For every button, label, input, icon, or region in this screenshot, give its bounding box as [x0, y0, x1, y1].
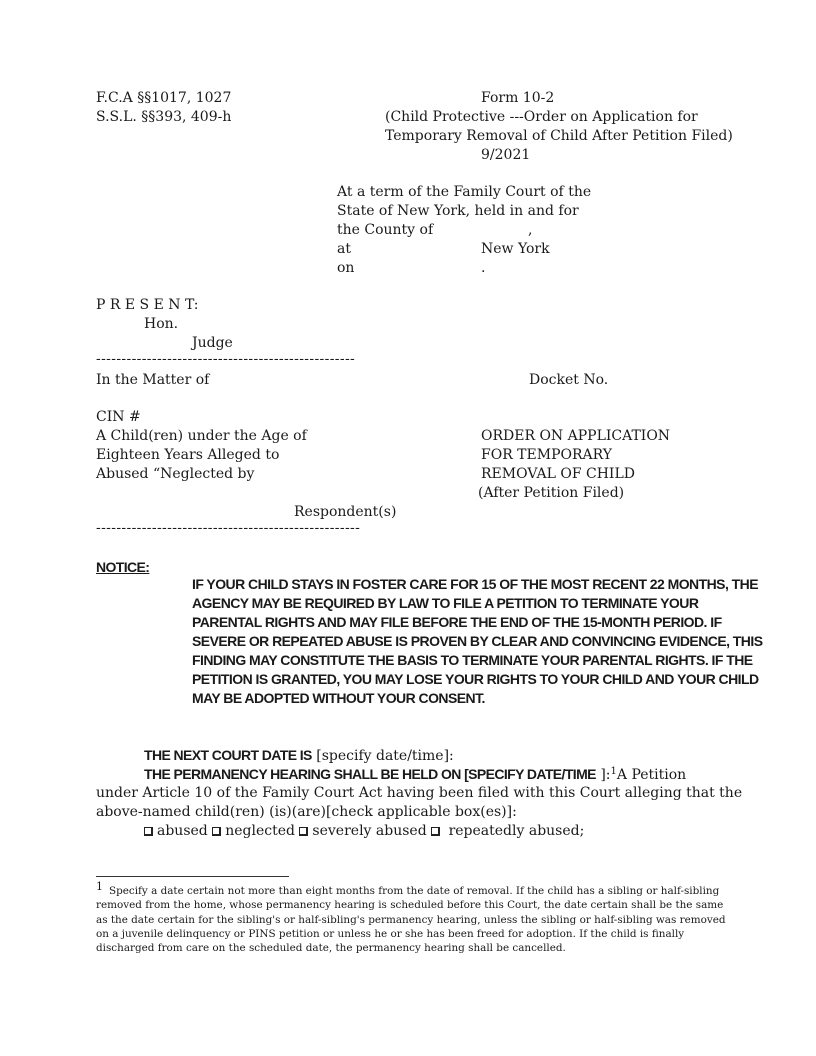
footnote — [96, 880, 726, 955]
allegation-options — [144, 822, 584, 841]
caption-left-line3: Abused “Neglected by — [96, 466, 255, 482]
footnote-number: 1 — [96, 880, 103, 893]
footnote-reference: 1 — [610, 766, 617, 777]
option-severely-abused: severely abused — [312, 823, 427, 839]
court-term-state: New York — [481, 241, 550, 257]
caption-left-line1: A Child(ren) under the Age of — [96, 428, 307, 444]
checkbox-neglected[interactable] — [212, 827, 221, 836]
checkbox-severely-abused[interactable] — [299, 827, 308, 836]
form-date: 9/2021 — [481, 147, 531, 163]
option-abused: abused — [157, 823, 208, 839]
petition-line3: above-named child(ren) (is)(are)[check applicable box(es)]: — [96, 804, 517, 820]
court-term-comma: , — [528, 222, 533, 238]
permanency-hearing-line — [144, 765, 686, 786]
cin-label: CIN # — [96, 409, 141, 425]
notice-label: NOTICE: — [96, 559, 150, 575]
permanency-hearing-heading: THE PERMANENCY HEARING SHALL BE HELD ON [SPECIFY DATE/TIME — [144, 766, 596, 782]
docket-label: Docket No. — [529, 372, 609, 388]
checkbox-abused[interactable] — [144, 827, 153, 836]
court-term-county-label: the County of — [337, 222, 434, 238]
court-term-at-label: at — [337, 241, 351, 257]
form-title-line1: (Child Protective ---Order on Application for — [385, 109, 698, 125]
order-title-line3: REMOVAL OF CHILD — [481, 466, 635, 482]
present-label: P R E S E N T: — [96, 297, 199, 313]
petition-start: A Petition — [616, 767, 687, 783]
caption-divider-bottom: ---------------------------------------------------- — [96, 520, 361, 536]
order-title-line1: ORDER ON APPLICATION — [481, 428, 671, 444]
petition-line2: under Article 10 of the Family Court Act having been filed with this Court alleging that the — [96, 785, 743, 801]
judge-label: Judge — [192, 335, 233, 351]
matter-label: In the Matter of — [96, 372, 210, 388]
hon-label: Hon. — [144, 316, 179, 332]
statute-citation-fca: F.C.A §§1017, 1027 — [96, 90, 232, 106]
statute-citation-ssl: S.S.L. §§393, 409-h — [96, 109, 232, 125]
next-court-date-line — [144, 746, 454, 766]
form-number: Form 10-2 — [481, 90, 555, 106]
permanency-hearing-bracket: ]: — [595, 767, 611, 783]
respondent-label: Respondent(s) — [294, 504, 397, 520]
caption-left-line2: Eighteen Years Alleged to — [96, 447, 280, 463]
caption-divider-top: --------------------------------------------------- — [96, 351, 356, 367]
court-term-line1: At a term of the Family Court of the — [337, 184, 592, 200]
court-term-period: . — [481, 260, 486, 276]
form-title-line2: Temporary Removal of Child After Petition Filed) — [385, 128, 733, 144]
option-repeatedly-abused: repeatedly abused; — [444, 823, 585, 839]
order-title-line2: FOR TEMPORARY — [481, 447, 612, 463]
court-term-line2: State of New York, held in and for — [337, 203, 579, 219]
footnote-text: Specify a date certain not more than eight months from the date of removal. If the child has a sibling or half-sibling removed from the home, whose permanency hearing is scheduled before this Court, the date certain shall be the same as the date certain for the sibling's or half-sibling's permanency hearing, unless the sibling or half-sibling was removed on a juvenile delinquency or PINS petition or unless he or she has been freed for adoption. If the child is finally discharged from care on the scheduled date, the permanency hearing shall be cancelled. — [96, 885, 726, 955]
next-court-date-placeholder: [specify date/time]: — [311, 748, 454, 764]
notice-text: IF YOUR CHILD STAYS IN FOSTER CARE FOR 15 OF THE MOST RECENT 22 MONTHS, THE AGENCY MAY BE REQUIRED BY LAW TO FILE A PETITION TO TERMINATE YOUR PARENTAL RIGHTS AND MAY FILE BEFORE THE END OF THE 15-MONTH PERIOD. IF SEVERE OR REPEATED ABUSE IS PROVEN BY CLEAR AND CONVINCING EVIDENCE, THIS FINDING MAY CONSTITUTE THE BASIS TO TERMINATE YOUR PARENTAL RIGHTS. IF THE PETITION IS GRANTED, YOU MAY LOSE YOUR RIGHTS TO YOUR CHILD AND YOUR CHILD MAY BE ADOPTED WITHOUT YOUR CONSENT. — [192, 576, 763, 706]
option-neglected: neglected — [225, 823, 295, 839]
order-title-line4: (After Petition Filed) — [478, 485, 625, 501]
court-term-on-label: on — [337, 260, 355, 276]
next-court-date-heading: THE NEXT COURT DATE IS — [144, 747, 312, 763]
footnote-divider — [96, 876, 289, 877]
checkbox-repeatedly-abused[interactable] — [431, 827, 440, 836]
